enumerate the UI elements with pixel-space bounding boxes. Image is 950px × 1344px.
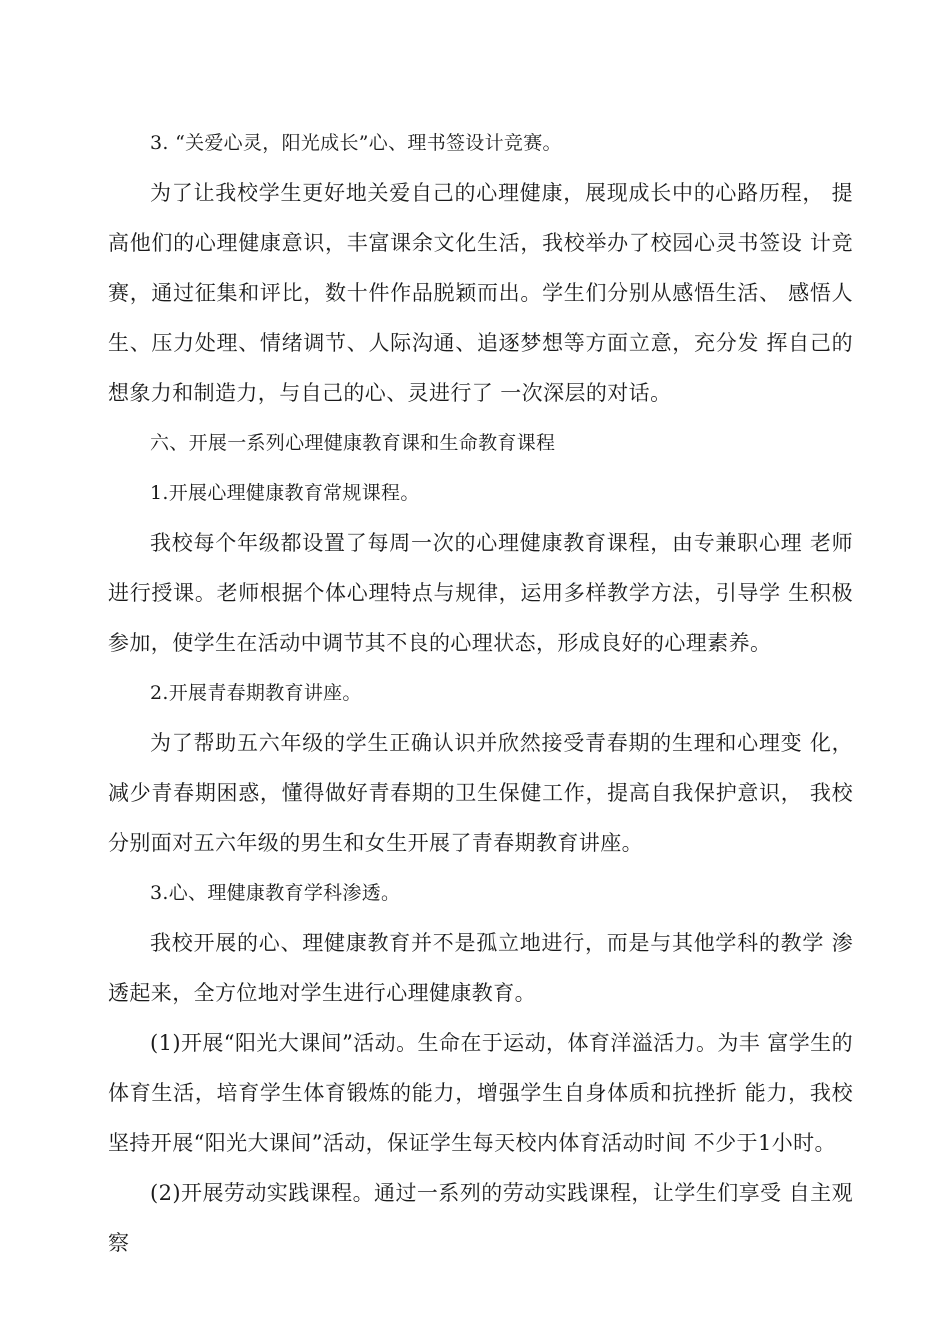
subheading-subject-integration: 3.心、理健康教育学科渗透。 (150, 882, 401, 904)
subheading-puberty-lectures: 2.开展青春期教育讲座。 (150, 682, 362, 704)
paragraph-sunshine-break: (1)开展“阳光大课间”活动。生命在于运动，体育洋溢活力。为丰 富学生的体育生活，培育学生体育锻炼的能力，增强学生自身体质和抗挫折 能力，我校坚持开展“阳光大课间”活动，保证学生每天校内体育活动时间 不少于1小时。 (108, 1031, 853, 1155)
subheading-regular-courses: 1.开展心理健康教育常规课程。 (150, 482, 420, 504)
paragraph-subject-integration: 我校开展的心、理健康教育并不是孤立地进行，而是与其他学科的教学 渗透起来，全方位地对学生进行心理健康教育。 (108, 931, 853, 1005)
section-heading-bookmark-contest: 3. “关爱心灵，阳光成长”心、理书签设计竞赛。 (150, 132, 562, 154)
section-heading-courses: 六、开展一系列心理健康教育课和生命教育课程 (150, 432, 556, 454)
paragraph-puberty-lectures: 为了帮助五六年级的学生正确认识并欣然接受青春期的生理和心理变 化，减少青春期困惑，懂得做好青春期的卫生保健工作，提高自我保护意识， 我校分别面对五六年级的男生和女生开展了青春期教育讲座。 (108, 731, 853, 855)
paragraph-bookmark-contest: 为了让我校学生更好地关爱自己的心理健康，展现成长中的心路历程， 提高他们的心理健康意识，丰富课余文化生活，我校举办了校园心灵书签设 计竞赛，通过征集和评比，数十件作品脱颖而出。学生们分别从感悟生活、 感悟人生、压力处理、情绪调节、人际沟通、追逐梦想等方面立意，充分发 挥自己的想象力和制造力，与自己的心、灵进行了 一次深层的对话。 (108, 181, 853, 405)
paragraph-regular-courses: 我校每个年级都设置了每周一次的心理健康教育课程，由专兼职心理 老师进行授课。老师根据个体心理特点与规律，运用多样教学方法，引导学 生积极参加，使学生在活动中调节其不良的心理状态，形成良好的心理素养。 (108, 531, 853, 655)
paragraph-labor-practice: (2)开展劳动实践课程。通过一系列的劳动实践课程，让学生们享受 自主观察 (108, 1181, 853, 1255)
document-body (108, 118, 853, 1268)
